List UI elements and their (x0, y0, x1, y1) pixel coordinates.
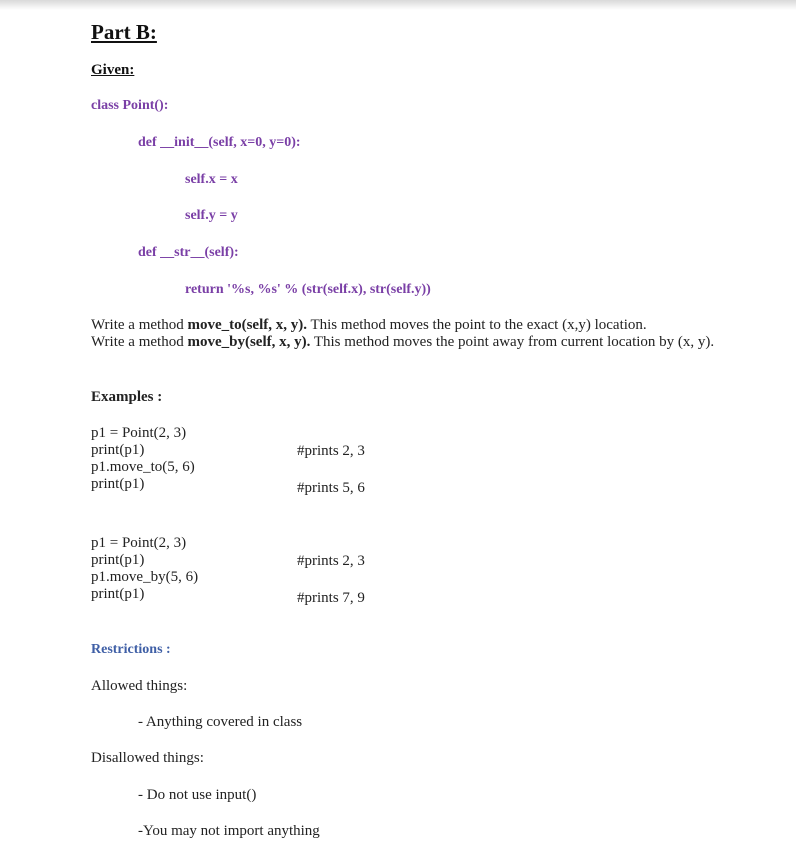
instruction-move-by (91, 334, 714, 351)
instruction-move-to (91, 317, 647, 334)
method-name-move-to: move_to(self, x, y). (187, 317, 307, 333)
instruction-prefix: Write a method (91, 334, 188, 350)
disallowed-item: - Do not use input() (138, 787, 257, 803)
example-1-comment: #prints 2, 3 (297, 443, 365, 459)
allowed-item: - Anything covered in class (138, 714, 303, 730)
instruction-prefix: Write a method (91, 317, 188, 333)
code-assign-y: self.y = y (185, 208, 238, 223)
example-2-comment: #prints 2, 3 (297, 553, 365, 569)
disallowed-label: Disallowed things: (91, 750, 204, 766)
example-1-line: print(p1) (91, 476, 145, 492)
disallowed-item: -You may not import anything (138, 823, 320, 839)
example-1-line: p1 = Point(2, 3) (91, 425, 187, 441)
example-2-line: print(p1) (91, 552, 145, 568)
code-return-line: return '%s, %s' % (str(self.x), str(self.y)) (185, 282, 431, 297)
code-class-line: class Point(): (91, 98, 169, 113)
given-label: Given: (91, 62, 135, 78)
example-1-line: print(p1) (91, 442, 145, 458)
page-top-shadow (0, 0, 796, 10)
example-2-comment: #prints 7, 9 (297, 590, 365, 606)
code-assign-x: self.x = x (185, 172, 238, 187)
code-init-def: def __init__(self, x=0, y=0): (138, 135, 301, 150)
allowed-label: Allowed things: (91, 678, 188, 694)
example-1-line: p1.move_to(5, 6) (91, 459, 195, 475)
example-1-comment: #prints 5, 6 (297, 480, 365, 496)
code-str-def: def __str__(self): (138, 245, 239, 260)
examples-label: Examples : (91, 389, 163, 405)
restrictions-label: Restrictions : (91, 642, 171, 657)
part-title: Part B: (91, 20, 157, 44)
instruction-suffix: This method moves the point to the exact (x,y) location. (307, 317, 647, 333)
example-2-line: p1.move_by(5, 6) (91, 569, 199, 585)
example-2-line: p1 = Point(2, 3) (91, 535, 187, 551)
example-2-line: print(p1) (91, 586, 145, 602)
instruction-suffix: This method moves the point away from current location by (x, y). (310, 334, 715, 350)
method-name-move-by: move_by(self, x, y). (187, 334, 311, 350)
